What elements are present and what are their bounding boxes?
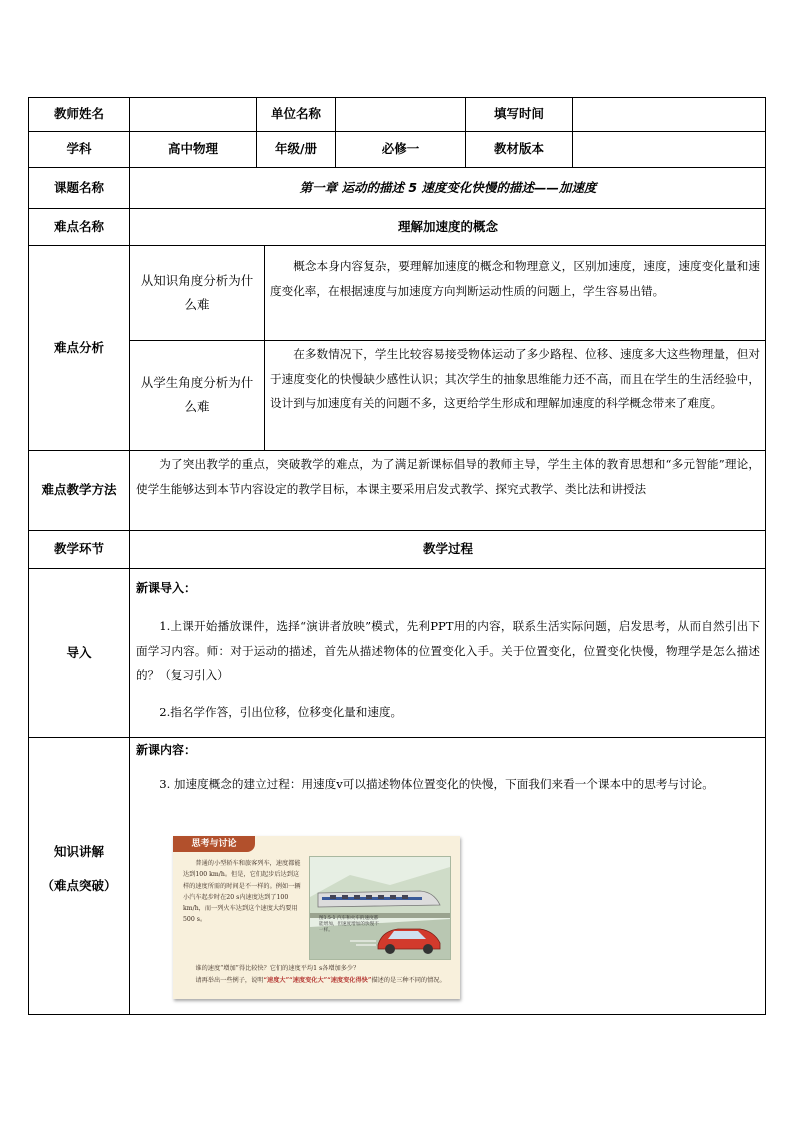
knowledge-angle-text: 概念本身内容复杂，要理解加速度的概念和物理意义，区别加速度，速度，速度变化量和速度变化率，在根据速度与加速度方向判断运动性质的问题上，学生容易出错。 (270, 259, 760, 298)
student-angle-label: 从学生角度分析为什么难 (140, 375, 254, 414)
topic-value: 第一章 运动的描述 5 速度变化快慢的描述——加速度 (299, 179, 597, 195)
figure-text-2 (183, 963, 455, 986)
intro-paragraph-2: 2.指名学作答，引出位移，位移变化量和速度。 (159, 705, 403, 719)
grade-value: 必修一 (381, 141, 420, 156)
analysis-label: 难点分析 (53, 339, 104, 355)
figure-caption: 图1.5-1 汽车和火车的速度都能增加，但速度增加的快慢不一样。 (319, 916, 379, 933)
edition-label: 教材版本 (493, 141, 544, 156)
teacher-name-field (130, 97, 256, 131)
unit-name-label: 单位名称 (270, 106, 321, 121)
subject-label: 学科 (66, 141, 92, 156)
teacher-name-label: 教师姓名 (53, 106, 104, 121)
knowledge-heading: 新课内容： (136, 743, 197, 757)
grade-label: 年级/册 (274, 141, 318, 156)
student-angle-text: 在多数情况下，学生比较容易接受物体运动了多少路程、位移、速度多大这些物理量，但对于速度变化的快慢缺少感性认识；其次学生的抽象思维能力还不高，而且在学生的生活经验中，设计到与加速度有关的问题不多，这更给学生形成和理解加速度的科学概念带来了难度。 (270, 347, 760, 410)
subject-value: 高中物理 (167, 141, 218, 156)
figure-prompt: 请再举出一些例子，说明“速度大”“速度变化大”“速度变化得快”描述的是三种不同的情况。 (195, 976, 446, 984)
train-car-icon (310, 857, 450, 959)
fill-time-field (573, 97, 766, 131)
train-car-illustration (309, 856, 451, 960)
knowledge-paragraph-1: 3. 加速度概念的建立过程：用速度v可以描述物体位置变化的快慢，下面我们来看一个课本中的思考与讨论。 (159, 777, 714, 791)
figure-text-1: 普通的小型轿车和旅客列车，速度都能达到100 km/h。但是，它们起步后达到这样的速度所需的时间是不一样的。例如一辆小汽车起步时在20 s内速度达到了100 km/h，而一列火车达到这个速度大约要用500 s。 (183, 860, 301, 924)
knowledge-sublabel: （难点突破） (41, 878, 117, 893)
knowledge-angle-label: 从知识角度分析为什么难 (140, 272, 254, 312)
intro-heading: 新课导入： (136, 581, 197, 595)
stage-label: 教学环节 (53, 541, 104, 556)
process-label: 教学过程 (422, 541, 473, 556)
column-divider (264, 245, 265, 450)
figure-question: 谁的速度“增加”得比较快？它们的速度平均1 s各增加多少？ (195, 965, 360, 972)
row-divider (28, 450, 766, 451)
difficulty-value: 理解加速度的概念 (397, 218, 498, 234)
unit-name-field (336, 97, 465, 131)
method-text: 为了突出教学的重点，突破教学的难点，为了满足新课标倡导的教师主导，学生主体的教育思想和“多元智能”理论，使学生能够达到本节内容设定的教学目标，本课主要采用启发式教学、探究式教学、类比法和讲授法 (136, 457, 760, 496)
intro-paragraph-1: 1.上课开始播放课件，选择“演讲者放映”模式，先利PPT用的内容，联系生活实际问题，启发思考，从而自然引出下面学习内容。师：对于运动的描述，首先从描述物体的位置变化入手。关于位置变化，位置变化快慢，物理学是怎么描述的？（复习引入） (136, 619, 760, 682)
row-divider (28, 568, 766, 569)
discussion-tab: 思考与讨论 (173, 836, 255, 852)
edition-field (573, 131, 766, 167)
method-label: 难点教学方法 (41, 482, 117, 497)
difficulty-label: 难点名称 (53, 218, 104, 234)
textbook-discussion-figure (173, 836, 460, 999)
fill-time-label: 填写时间 (493, 106, 544, 121)
knowledge-label: 知识讲解 (53, 844, 104, 859)
topic-label: 课题名称 (53, 179, 104, 195)
intro-label: 导入 (66, 644, 92, 660)
